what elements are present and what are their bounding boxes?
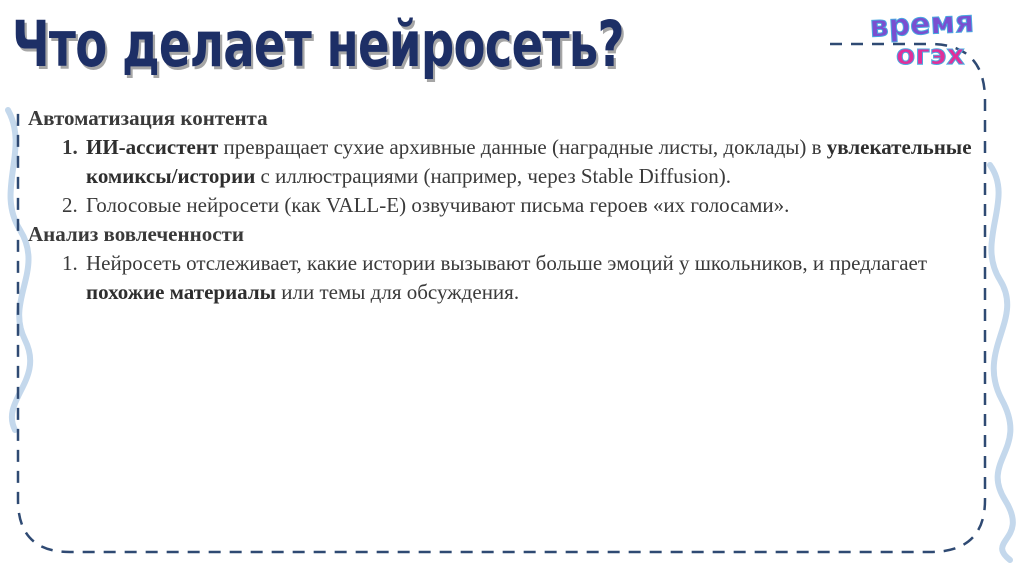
automation-list bbox=[28, 133, 978, 220]
list-item bbox=[28, 191, 978, 220]
logo-line-2: огэх bbox=[896, 38, 965, 71]
list-text: Нейросеть отслеживает, какие истории вызывают больше эмоций у школьников, и предлагает bbox=[86, 251, 928, 275]
list-item bbox=[28, 133, 978, 191]
list-number: 2. bbox=[62, 193, 78, 217]
list-number: 1. bbox=[62, 251, 78, 275]
list-number: 1. bbox=[62, 135, 78, 159]
engagement-list bbox=[28, 249, 978, 307]
list-text-bold: похожие материалы bbox=[86, 280, 277, 304]
list-text: или темы для обсуждения. bbox=[276, 280, 520, 304]
section-heading-automation: Автоматизация контента bbox=[28, 106, 268, 130]
right-wave-decoration bbox=[990, 165, 1013, 560]
list-text-bold: увлекательные комиксы/истории bbox=[86, 135, 972, 188]
section-heading-engagement: Анализ вовлеченности bbox=[28, 222, 244, 246]
list-item bbox=[28, 249, 978, 307]
list-text: с иллюстрациями (например, через Stable Diffusion). bbox=[255, 164, 731, 188]
slide-content bbox=[28, 104, 978, 307]
brand-logo bbox=[866, 2, 1006, 72]
list-text-bold: ИИ-ассистент bbox=[86, 135, 219, 159]
list-text: превращает сухие архивные данные (наградные листы, доклады) в bbox=[218, 135, 827, 159]
page-title: Что делает нейросеть? bbox=[12, 8, 624, 81]
list-text: Голосовые нейросети (как VALL-E) озвучивают письма героев «их голосами». bbox=[86, 193, 790, 217]
logo-line-1: время bbox=[868, 4, 976, 45]
